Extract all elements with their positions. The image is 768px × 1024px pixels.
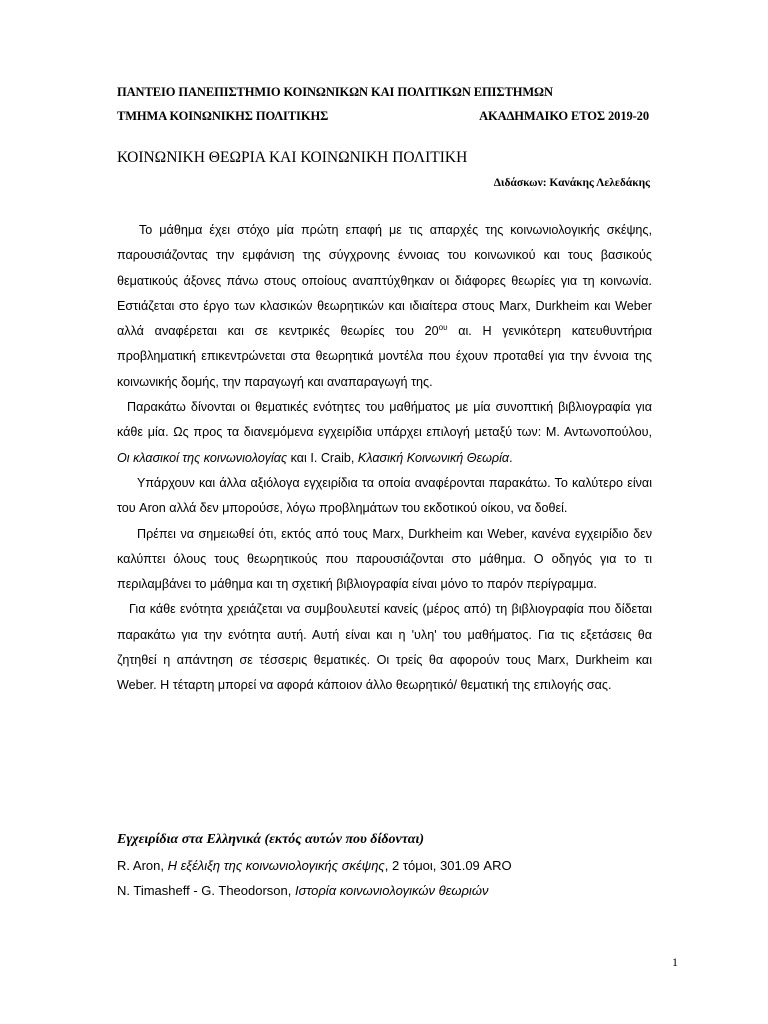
- instructor-name: Διδάσκων: Κανάκης Λελεδάκης: [493, 177, 650, 189]
- academic-year: ΑΚΑΔΗΜΑΙΚΟ ΕΤΟΣ 2019-20: [479, 109, 649, 123]
- references-section: [117, 827, 657, 904]
- course-title: ΚΟΙΝΩΝΙΚΗ ΘΕΩΡΙΑ ΚΑΙ ΚΟΙΝΩΝΙΚΗ ΠΟΛΙΤΙΚΗ: [117, 149, 468, 166]
- paragraph-textbooks: Παρακάτω δίνονται οι θεματικές ενότητες του μαθήματος με μία συνοπτική βιβλιογραφία για κάθε μία. Ως προς τα διανεμόμενα εγχειρίδια υπάρχει επιλογή μεταξύ των: Μ. Αντωνοπούλου, Οι κλασικοί της κοινωνιολογίας και I. Craib, Κλασική Κοινωνική Θεωρία.: [117, 400, 652, 465]
- header-line-2: [117, 109, 649, 124]
- reference-item: N. Timasheff - G. Theodorson, Ιστορία κοινωνιολογικών θεωριών: [117, 883, 489, 898]
- document-body: [117, 218, 652, 699]
- department-name: ΤΜΗΜΑ ΚΟΙΝΩΝΙΚΗΣ ΠΟΛΙΤΙΚΗΣ: [117, 109, 329, 123]
- superscript-ordinal: ου: [438, 323, 448, 332]
- paragraph-other-textbooks: Υπάρχουν και άλλα αξιόλογα εγχειρίδια τα οποία αναφέρονται παρακάτω. Το καλύτερο είναι του Aron αλλά δεν μπορούσε, λόγω προβλημάτων του εκδοτικού οίκου, να δοθεί.: [117, 475, 652, 516]
- paragraph-intro: Το μάθημα έχει στόχο μία πρώτη επαφή με τις απαρχές της κοινωνιολογικής σκέψης, παρουσιάζοντας την εμφάνιση της σύγχρονης έννοιας του κοινωνικού και τους βασικούς θεματικούς άξονες πάνω στους οποίους αναπτύχθηκαν οι διάφορες θεωρίες για τη κοινωνία. Εστιάζεται στο έργο των κλασικών θεωρητικών και ιδιαίτερα στους Marx, Durkheim και Weber αλλά αναφέρεται και σε κεντρικές θεωρίες του $20^{o\upsilon}$ αι. Η γενικότερη κατευθυντήρια προβληματική επικεντρώνεται στα θεωρητικά μοντέλα που έχουν προταθεί για την έννοια της κοινωνικής δομής, την παραγωγή και αναπαραγωγή της.: [117, 223, 652, 389]
- paragraph-coverage-note: Πρέπει να σημειωθεί ότι, εκτός από τους Marx, Durkheim και Weber, κανένα εγχειρίδιο δεν καλύπτει όλους τους θεωρητικούς που παρουσιάζονται στο μάθημα. Ο οδηγός για το τι περιλαμβάνει το μάθημα και τη σχετική βιβλιογραφία είναι μόνο το παρόν περίγραμμα.: [117, 526, 652, 592]
- references-heading: Εγχειρίδια στα Ελληνικά (εκτός αυτών που δίδονται): [117, 832, 425, 847]
- reference-title: Ιστορία κοινωνιολογικών θεωριών: [295, 883, 489, 898]
- reference-item: R. Aron, Η εξέλιξη της κοινωνιολογικής σκέψης, 2 τόμοι, 301.09 ARO: [117, 857, 512, 873]
- university-name: ΠΑΝΤΕΙΟ ΠΑΝΕΠΙΣΤΗΜΙΟ ΚΟΙΝΩΝΙΚΩΝ ΚΑΙ ΠΟΛΙΤΙΚΩΝ ΕΠΙΣΤΗΜΩΝ: [117, 85, 553, 99]
- book-title: Οι κλασικοί της κοινωνιολογίας: [117, 450, 288, 465]
- page-number: 1: [672, 955, 678, 969]
- book-title: Κλασική Κοινωνική Θεωρία: [357, 450, 510, 465]
- reference-title: Η εξέλιξη της κοινωνιολογικής σκέψης: [167, 857, 385, 873]
- paragraph-exam-info: Για κάθε ενότητα χρειάζεται να συμβουλευτεί κανείς (μέρος από) τη βιβλιογραφία που δίδεται παρακάτω για την ενότητα αυτή. Αυτή είναι και η 'υλη' του μαθήματος. Για τις εξετάσεις θα ζητηθεί η απάντηση σε τέσσερις θεματικές. Οι τρείς θα αφορούν τους Marx, Durkheim και Weber. Η τέταρτη μπορεί να αφορά κάποιον άλλο θεωρητικό/ θεματική της επιλογής σας.: [117, 602, 652, 693]
